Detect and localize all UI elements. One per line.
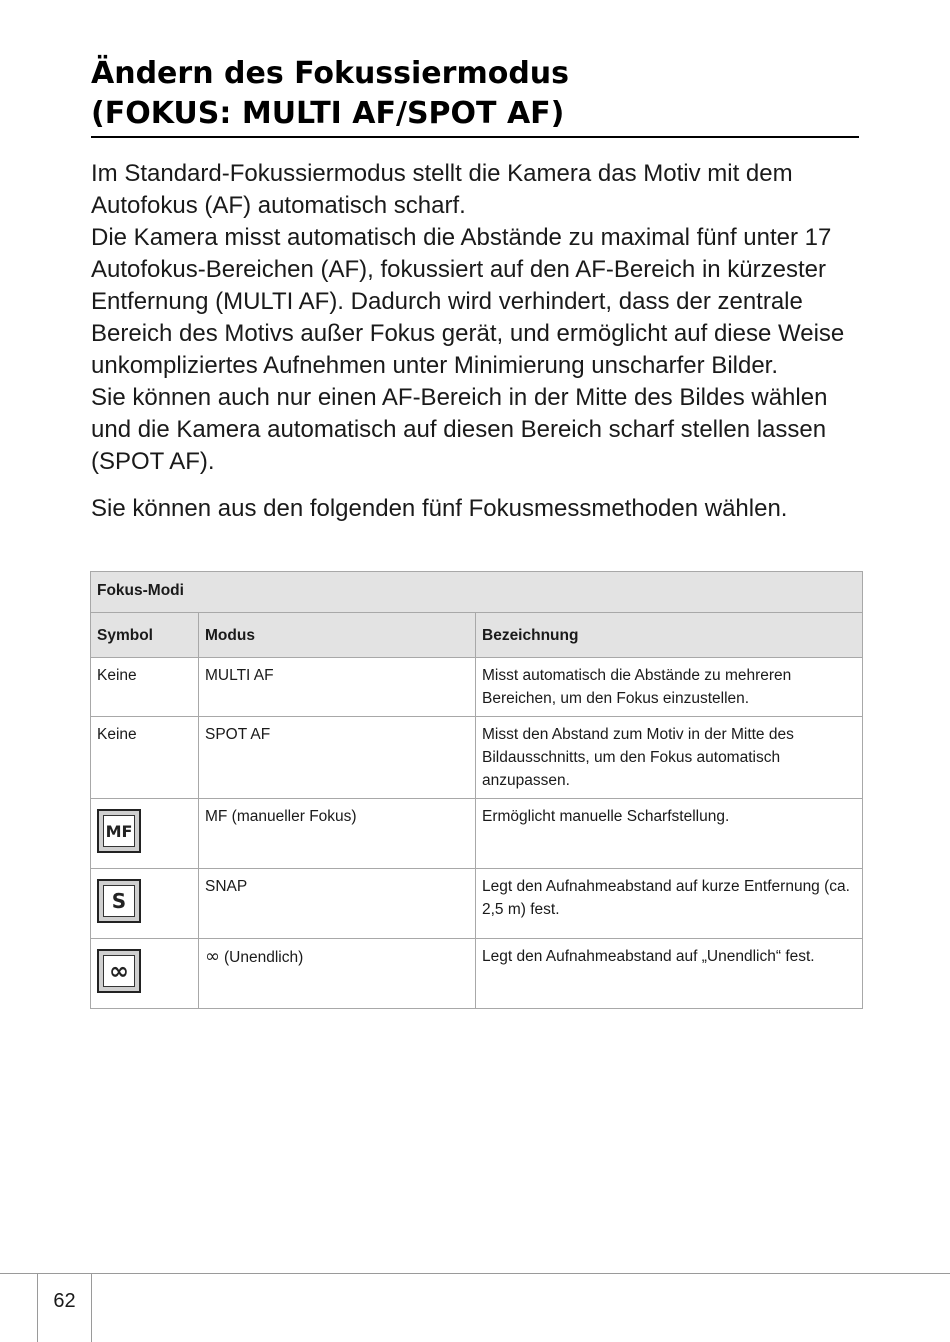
body-text [91, 158, 866, 525]
mf-icon: MF [97, 809, 141, 853]
description-cell: Legt den Aufnahmeabstand auf kurze Entfernung (ca. 2,5 m) fest. [476, 869, 863, 939]
symbol-cell [91, 799, 199, 869]
page-title [91, 54, 861, 134]
column-header-symbol: Symbol [91, 613, 199, 658]
page-number: 62 [53, 1290, 76, 1312]
table-row [91, 799, 863, 869]
symbol-cell [91, 939, 199, 1009]
symbol-cell: Keine [91, 658, 199, 717]
description-cell: Ermöglicht manuelle Scharfstellung. [476, 799, 863, 869]
mode-label: (Unendlich) [224, 949, 304, 966]
column-header-description: Bezeichnung [476, 613, 863, 658]
title-line-2: (FOKUS: MULTI AF/SPOT AF) [91, 96, 565, 131]
mode-cell [199, 939, 476, 1009]
paragraph-multi-af: Die Kamera misst automatisch die Abstände zu maximal fünf unter 17 Autofokus-Bereichen (AF), fokussiert auf den AF-Bereich in kürzester Entfernung (MULTI AF). Dadurch wird verhindert, dass der zentrale Bereich des Motivs außer Fokus gerät, und ermöglicht auf diese Weise unkompliziertes Aufnehmen unter Minimierung unscharfer Bilder. [91, 224, 845, 379]
paragraph-intro: Im Standard-Fokussiermodus stellt die Kamera das Motiv mit dem Autofokus (AF) automatisch scharf. [91, 160, 793, 219]
paragraph-spot-af: Sie können auch nur einen AF-Bereich in der Mitte des Bildes wählen und die Kamera automatisch auf diesen Bereich scharf stellen lassen (SPOT AF). [91, 384, 828, 475]
symbol-cell: Keine [91, 717, 199, 799]
mode-cell: SNAP [199, 869, 476, 939]
description-cell: Misst den Abstand zum Motiv in der Mitte des Bildausschnitts, um den Fokus automatisch anzupassen. [476, 717, 863, 799]
table-row [91, 717, 863, 799]
footer-divider [0, 1273, 950, 1274]
mode-cell: MULTI AF [199, 658, 476, 717]
infinity-icon: ∞ [97, 949, 141, 993]
focus-modes-table [90, 571, 863, 1009]
mode-cell: MF (manueller Fokus) [199, 799, 476, 869]
snap-icon: S [97, 879, 141, 923]
mode-cell: SPOT AF [199, 717, 476, 799]
table-row [91, 869, 863, 939]
paragraph-choose: Sie können aus den folgenden fünf Fokusmessmethoden wählen. [91, 495, 788, 522]
column-header-mode: Modus [199, 613, 476, 658]
table-row [91, 658, 863, 717]
description-cell: Legt den Aufnahmeabstand auf „Unendlich“ fest. [476, 939, 863, 1009]
footer-right-rule [91, 1273, 92, 1342]
title-divider [91, 136, 859, 138]
symbol-cell [91, 869, 199, 939]
description-cell: Misst automatisch die Abstände zu mehreren Bereichen, um den Fokus einzustellen. [476, 658, 863, 717]
table-row [91, 939, 863, 1009]
infinity-symbol: ∞ [205, 946, 220, 967]
title-line-1: Ändern des Fokussiermodus [91, 56, 570, 91]
table-group-header: Fokus-Modi [91, 572, 863, 613]
